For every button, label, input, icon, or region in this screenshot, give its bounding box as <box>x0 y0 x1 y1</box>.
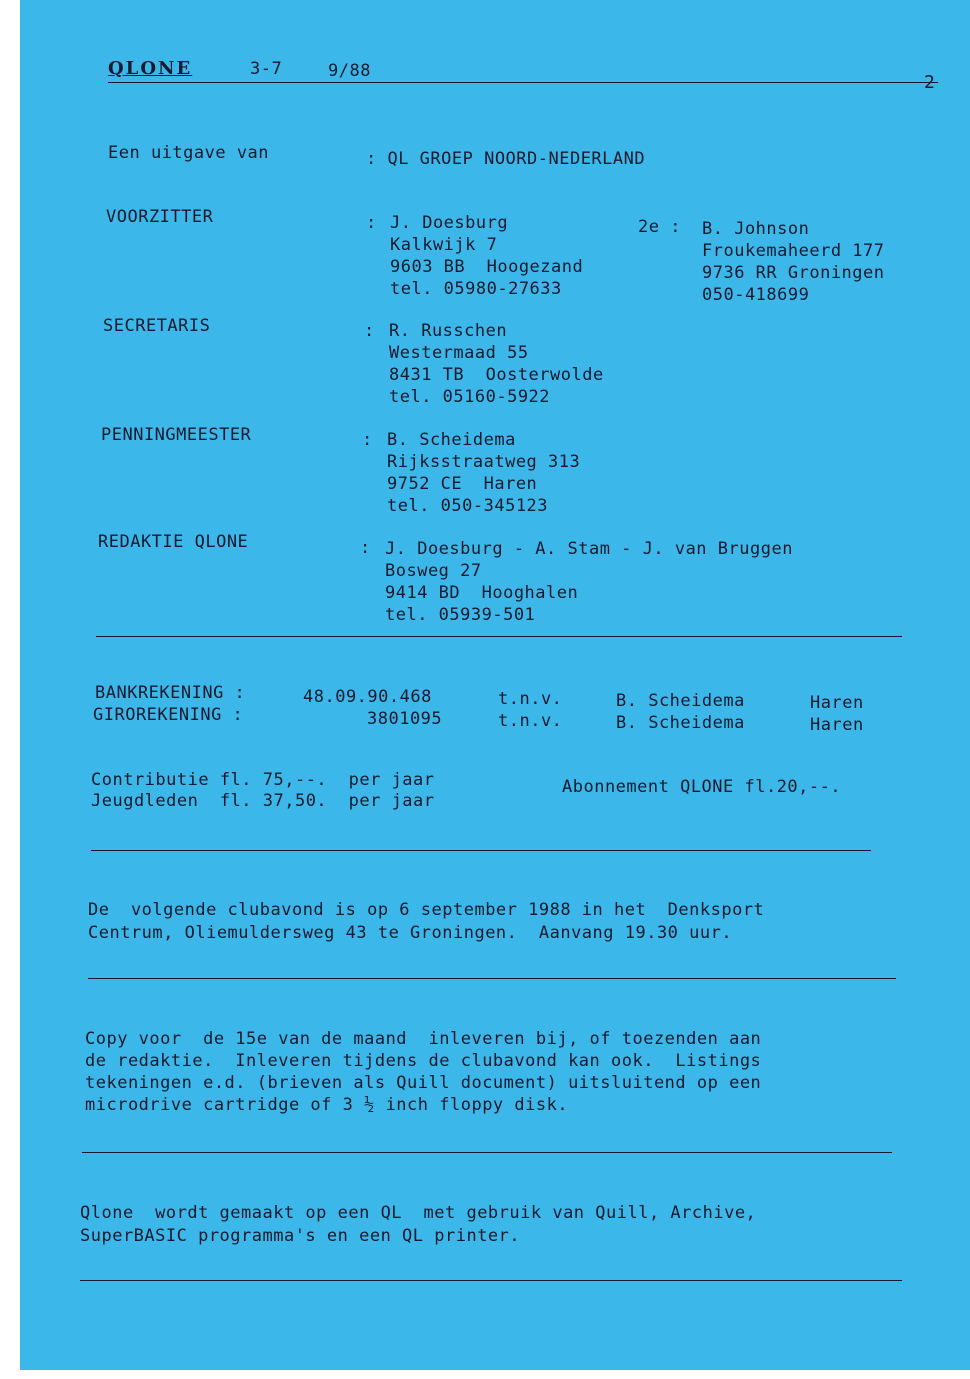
treasurer-city: 9752 CE Haren <box>387 474 538 494</box>
divider-3 <box>88 978 896 979</box>
copy-notice-line-2: de redaktie. Inleveren tijdens de clubavond kan ook. Listings <box>85 1051 762 1071</box>
editors-city: 9414 BD Hooghalen <box>385 583 579 603</box>
bank-account-city: Haren <box>810 693 864 713</box>
bank-account-name: B. Scheidema <box>616 691 745 711</box>
header-rule <box>108 82 938 83</box>
secretary-city: 8431 TB Oosterwolde <box>389 365 604 385</box>
vice-chairman-street: Froukemaheerd 177 <box>702 241 885 261</box>
fee-contribution: Contributie fl. 75,--. per jaar <box>91 770 435 790</box>
club-evening-line-1: De volgende clubavond is op 6 september 1988 in het Denksport <box>88 900 765 920</box>
club-evening-line-2: Centrum, Oliemuldersweg 43 te Groningen. Aanvang 19.30 uur. <box>88 923 733 943</box>
masthead: QLONE <box>108 58 193 79</box>
giro-account-city: Haren <box>810 715 864 735</box>
chairman-city: 9603 BB Hoogezand <box>390 257 584 277</box>
treasurer-phone: tel. 050-345123 <box>387 496 549 516</box>
chairman-label: VOORZITTER <box>106 207 214 227</box>
editors-phone: tel. 05939-501 <box>385 605 536 625</box>
giro-account-tnv: t.n.v. <box>498 711 563 731</box>
issue-date: 9/88 <box>328 61 371 81</box>
secretary-colon: : <box>364 321 375 341</box>
treasurer-street: Rijksstraatweg 313 <box>387 452 581 472</box>
copy-notice-line-1: Copy voor de 15e van de maand inleveren bij, of toezenden aan <box>85 1029 762 1049</box>
chairman-phone: tel. 05980-27633 <box>390 279 562 299</box>
publisher-value: : QL GROEP NOORD-NEDERLAND <box>366 149 646 169</box>
divider-4 <box>82 1152 892 1153</box>
bank-account-tnv: t.n.v. <box>498 689 563 709</box>
chairman-street: Kalkwijk 7 <box>390 235 498 255</box>
fee-youth: Jeugdleden fl. 37,50. per jaar <box>91 791 435 811</box>
giro-account-name: B. Scheidema <box>616 713 745 733</box>
giro-account-label: GIROREKENING : <box>93 705 244 725</box>
editors-label: REDAKTIE QLONE <box>98 532 249 552</box>
publisher-label: Een uitgave van <box>108 143 270 163</box>
chairman-name: J. Doesburg <box>390 213 509 233</box>
vice-chairman-city: 9736 RR Groningen <box>702 263 885 283</box>
divider-5 <box>80 1280 902 1281</box>
fee-subscription: Abonnement QLONE fl.20,--. <box>562 777 842 797</box>
vice-chairman-name: B. Johnson <box>702 219 810 239</box>
editors-names: J. Doesburg - A. Stam - J. van Bruggen <box>385 539 793 559</box>
chairman-colon: : <box>366 213 377 233</box>
vice-chairman-phone: 050-418699 <box>702 285 810 305</box>
treasurer-label: PENNINGMEESTER <box>101 425 252 445</box>
page-number: 2 <box>924 72 936 93</box>
copy-notice-line-4: microdrive cartridge of 3 ½ inch floppy disk. <box>85 1095 569 1115</box>
secretary-name: R. Russchen <box>389 321 508 341</box>
divider-2 <box>91 850 871 851</box>
vice-chairman-label: 2e : <box>638 217 681 237</box>
issue-number: 3-7 <box>250 59 283 79</box>
treasurer-name: B. Scheidema <box>387 430 516 450</box>
editors-colon: : <box>360 538 371 558</box>
bank-account-label: BANKREKENING : <box>95 683 246 703</box>
bank-account-number: 48.09.90.468 <box>303 687 432 707</box>
treasurer-colon: : <box>362 430 373 450</box>
secretary-phone: tel. 05160-5922 <box>389 387 551 407</box>
production-line-1: Qlone wordt gemaakt op een QL met gebruik van Quill, Archive, <box>80 1203 757 1223</box>
divider-1 <box>96 636 902 637</box>
editors-street: Bosweg 27 <box>385 561 482 581</box>
giro-account-number: 3801095 <box>367 709 443 729</box>
copy-notice-line-3: tekeningen e.d. (brieven als Quill document) uitsluitend op een <box>85 1073 762 1093</box>
production-line-2: SuperBASIC programma's en een QL printer. <box>80 1226 521 1246</box>
secretary-street: Westermaad 55 <box>389 343 529 363</box>
secretary-label: SECRETARIS <box>103 316 211 336</box>
